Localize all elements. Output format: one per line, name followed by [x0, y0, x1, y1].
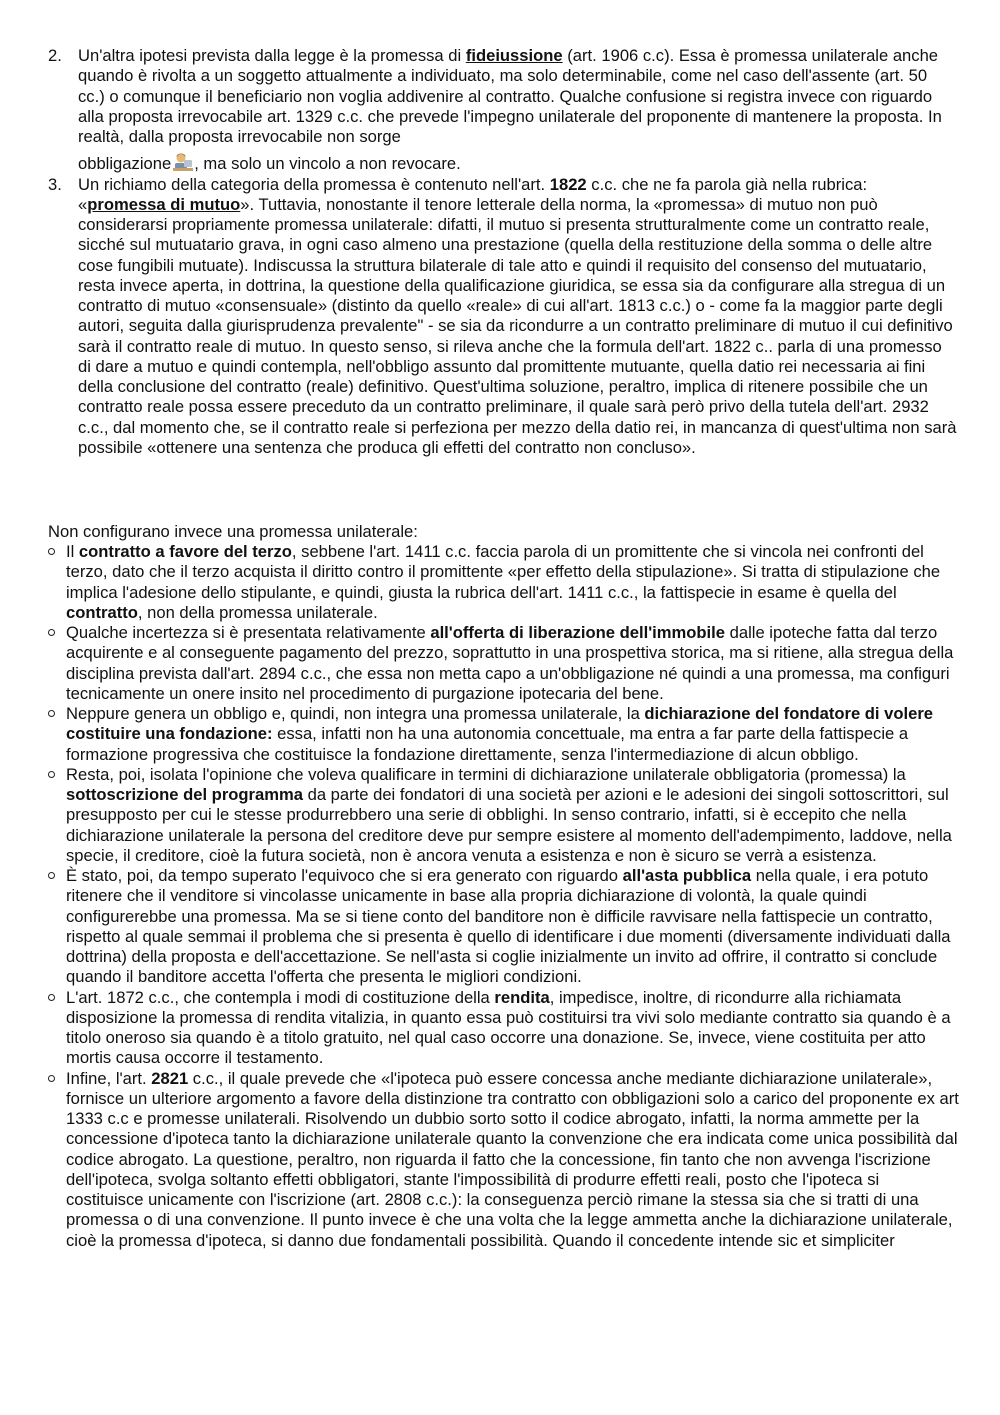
hollow-circle-bullet-icon [48, 771, 55, 778]
hollow-circle-bullet-icon [48, 1075, 55, 1082]
paragraph [66, 988, 960, 1069]
bold-term: all'offerta di liberazione dell'immobile [430, 623, 725, 642]
text-run: È stato, poi, da tempo superato l'equivoco che si era generato con riguardo [66, 866, 623, 885]
numbered-item-3 [48, 175, 958, 459]
hollow-circle-bullet-icon [48, 629, 55, 636]
list-item [48, 623, 960, 704]
person-at-desk-emoji-icon [172, 151, 194, 173]
term-fideiussione: fideiussione [465, 46, 563, 65]
numbered-list [48, 46, 958, 458]
text-run: Infine, l'art. [66, 1068, 152, 1088]
text-run: obbligazione [78, 154, 172, 174]
hollow-circle-bullet-icon [48, 872, 55, 879]
bold-term: contratto [66, 602, 138, 622]
text-run: Un'altra ipotesi prevista dalla legge è la promessa di [78, 46, 466, 65]
list-item [48, 765, 960, 866]
paragraph [66, 623, 960, 704]
item-number: 2. [48, 46, 62, 65]
text-run: , ma solo un vincolo a non revocare. [194, 154, 461, 174]
list-item [48, 542, 960, 623]
numbered-item-2 [48, 46, 958, 175]
article-number: 1822 [549, 174, 587, 194]
text-run: Qualche incertezza si è presentata relativamente [66, 623, 431, 642]
bullet-list [48, 542, 960, 1251]
paragraph [66, 765, 960, 866]
text-run: Neppure genera un obbligo e, quindi, non integra una promessa unilaterale, la [66, 704, 645, 723]
term-promessa-di-mutuo: promessa di mutuo [87, 194, 241, 214]
paragraph [78, 46, 958, 175]
text-run: dalle ipoteche fatta dal terzo acquirente e al conseguente pagamento del prezzo, soprattutto in una prospettiva storica, ma si ritiene, alla stregua della disciplina prevista dall'art. 2894 c.c., che essa non metta capo a un'obbligazione né quindi a una promessa, ma configuri tecnicamente un onere insito nel procedimento di purgazione ipotecaria del bene. [66, 623, 954, 703]
text-run: , sebbene l'art. 1411 c.c. faccia parola di un promittente che si vincola nei confronti del terzo, dato che il terzo acquista il diritto contro il promittente «per effetto della stipulazione». Si tratta di stipulazione che implica l'adesione dello stipulante, e quindi, giusta la rubrica dell'art. 1411 c.c., la fattispecie in esame è quella del [66, 542, 941, 602]
text-run: Un richiamo della categoria della promessa è contenuto nell'art. [78, 174, 550, 194]
text-line [78, 151, 958, 174]
text-run: Il [66, 542, 79, 561]
list-item [48, 704, 960, 765]
text-run: essa, infatti non ha una autonomia concettuale, ma entra a far parte della fattispecie a formazione progressiva che costituisce la fondazione direttamente, senza l'intermediazione di alcun obbligo. [66, 724, 909, 764]
list-item [48, 988, 960, 1069]
hollow-circle-bullet-icon [48, 548, 55, 555]
section-intro: Non configurano invece una promessa unilaterale: [48, 522, 418, 541]
text-run: , impedisce, inoltre, di ricondurre alla richiamata disposizione la promessa di rendita vitalizia, in quanto essa può costituirsi tra vivi solo mediante contratto sia quando è a titolo oneroso sia quando è a titolo gratuito, nel qual caso occorre una donazione. Se, invece, viene costituita per atto mortis causa occorre il testamento. [66, 987, 951, 1068]
text-run: c.c., il quale prevede che «l'ipoteca può essere concessa anche mediante dichiarazione unilaterale», fornisce un ulteriore argomento a favore della distinzione tra contratto con obbligazioni solo a carico del proponente ex art 1333 c.c e promesse unilaterali. Risolvendo un dubbio sorto sotto il codice abrogato, infatti, la norma ammette per la concessione d'ipoteca tanto la dichiarazione unilaterale quanto la convenzione che era indicata come unica possibilità dal codice abrogato. La questione, peraltro, non riguarda il fatto che la concessione, fin tanto che non avvenga l'iscrizione dell'ipoteca, svolga soltanto effetti obbligatori, stante l'impossibilità di produrre effetti reali, posto che l'ipoteca si costituisce unicamente con l'iscrizione (art. 2808 c.c.): la conseguenza perciò rimane la stessa sia che si tratti di una promessa o di una convenzione. Il punto invece è che una volta che la legge ammetta anche la dichiarazione unilaterale, cioè la promessa d'ipoteca, si danno due fondamentali possibilità. Quando il concedente intende sic et simpliciter [66, 1068, 959, 1250]
bold-term: all'asta pubblica [622, 866, 752, 885]
hollow-circle-bullet-icon [48, 710, 55, 717]
paragraph [66, 1069, 960, 1251]
text-run: c.c. che ne fa parola già nella rubrica: « [78, 174, 868, 214]
text-run: ». Tuttavia, nonostante il tenore letterale della norma, la «promessa» di mutuo non può considerarsi propriamente promessa unilaterale: difatti, il mutuo si presenta strutturalmente come un contratto reale, sicché sul mutuatario grava, in ogni caso almeno una prestazione (quella della restituzione della somma o delle altre cose fungibili mutuate). Indiscussa la struttura bilaterale di tale atto e quindi il requisito del consenso del mutuatario, resta invece aperta, in dottrina, la questione della qualificazione giuridica, se essa sia da configurare alla stregua di un contratto di mutuo «consensuale» (distinto da quello «reale» di cui all'art. 1813 c.c.) o - come fa la maggior parte degli autori, seguita dalla giurisprudenza prevalente" - se sia da ricondurre a un contratto preliminare di mutuo il cui definitivo sarà il contratto reale di mutuo. In questo senso, si rileva anche che la formula dell'art. 1822 c.. parla di una promesso di dare a mutuo e quindi contempla, nell'obbligo assunto dal promittente mutuante, quella datio rei necessaria ai fini della conclusione del contratto (reale) definitivo. Quest'ultima soluzione, peraltro, implica di ritenere possibile che un contratto reale possa essere preceduto da un contratto preliminare, il quale sarà però privo della tutela dell'art. 2932 c.c., dal momento che, se il contratto reale si perfeziona per mezzo della datio rei, in mancanza di quest'ultima non sarà possibile «ottenere una sentenza che produca gli effetti del contratto non concluso». [78, 194, 957, 457]
bold-term: 2821 [151, 1068, 189, 1088]
hollow-circle-bullet-icon [48, 994, 55, 1001]
text-run: nella quale, i era potuto ritenere che il venditore si vincolasse unicamente in base alla propria dichiarazione di volontà, la quale quindi configurerebbe una promessa. Ma se si tiene conto del banditore non è difficile ravvisare nella fattispecie un contratto, rispetto al quale semmai il problema che si presenta è quello di identificare i due momenti (diversamente individuati dalla dottrina) della proposta e dell'accettazione. Se nell'asta si coglie inizialmente un invito ad offrire, il contratto si conclude quando il banditore accetta l'offerta che presenta le migliori condizioni. [66, 866, 951, 987]
text-run: L'art. 1872 c.c., che contempla i modi di costituzione della [66, 987, 495, 1007]
text-run: da parte dei fondatori di una società per azioni e le adesioni dei singoli sottoscrittori, sul presupposto per cui le stesse produrrebbero una serie di obblighi. In senso contrario, infatti, si è eccepito che nella dichiarazione unilaterale la persona del creditore deve pur sempre esistere al momento dell'adempimento, laddove, nella specie, il creditore, cioè la futura società, non è ancora venuta a esistenza e non è sicuro se verrà a esistenza. [66, 785, 952, 865]
bold-term: contratto a favore del terzo [78, 542, 292, 561]
paragraph [66, 704, 960, 765]
bold-term: sottoscrizione del programma [66, 785, 303, 804]
bold-term: dichiarazione del fondatore di volere costituire una fondazione: [66, 704, 934, 744]
list-item [48, 866, 960, 988]
bold-term: rendita [494, 987, 550, 1007]
paragraph [78, 175, 958, 459]
text-run: (art. 1906 c.c). Essa è promessa unilaterale anche quando è rivolta a un soggetto attualmente a individuato, ma solo determinabile, come nel caso dell'assente (art. 50 cc.) o comunque il beneficiario non voglia addivenire al contratto. Qualche confusione si registra invece con riguardo alla proposta irrevocabile art. 1329 c.c. che prevede l'impegno unilaterale del proponente di mantenere la proposta. In realtà, dalla proposta irrevocabile non sorge [78, 46, 942, 146]
item-number: 3. [48, 174, 62, 194]
text-run: , non della promessa unilaterale. [137, 602, 378, 622]
paragraph [66, 542, 960, 623]
list-item [48, 1069, 960, 1251]
paragraph [66, 866, 960, 988]
text-run: Resta, poi, isolata l'opinione che voleva qualificare in termini di dichiarazione unilaterale obbligatoria (promessa) la [66, 764, 906, 784]
